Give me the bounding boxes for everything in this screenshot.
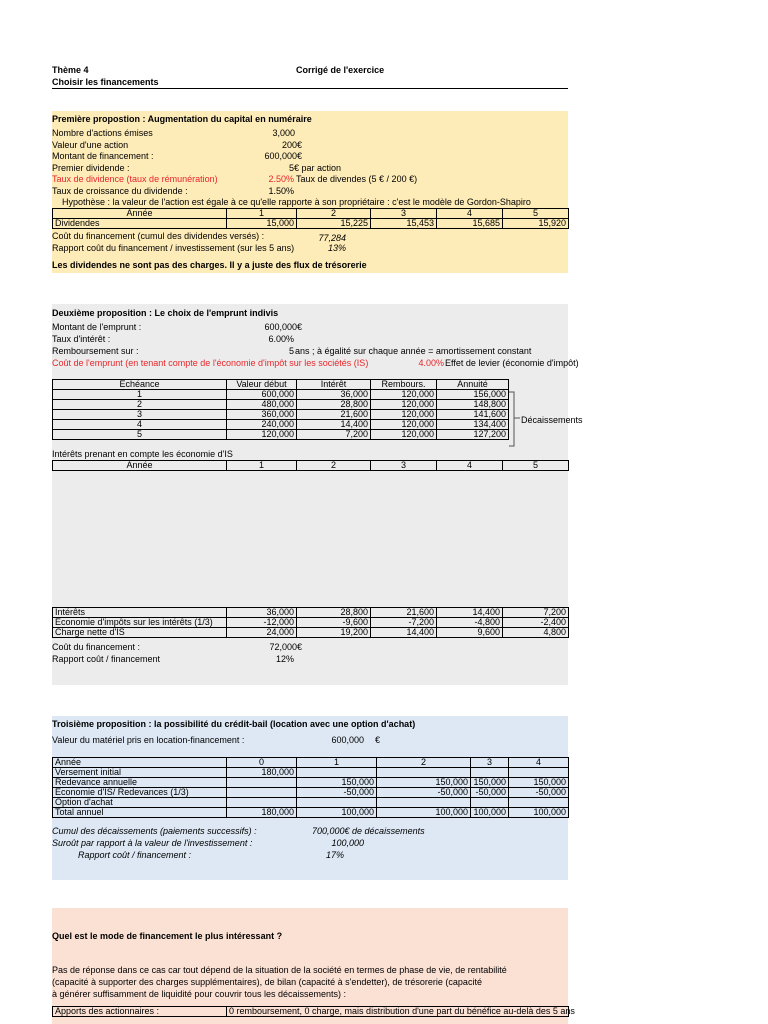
- value-cell: -12,000: [227, 618, 297, 628]
- value-cell: 4,800: [503, 628, 569, 638]
- value-cell: [377, 768, 471, 778]
- year-cell: 3: [371, 461, 437, 471]
- year-cell: 3: [471, 758, 509, 768]
- value-cell: [227, 778, 297, 788]
- value-cell: 7,200: [503, 608, 569, 618]
- value-cell: 100,000: [297, 808, 377, 818]
- value-cell: 28,800: [297, 608, 371, 618]
- column-header: Valeur début: [227, 380, 297, 390]
- value-cell: [297, 768, 377, 778]
- s2-row3-label: Remboursement sur :: [52, 346, 139, 356]
- dividends-label: Dividendes: [53, 219, 227, 229]
- s2-cost-label: Coût du financement :: [52, 642, 141, 652]
- year-cell: 1: [227, 461, 297, 471]
- value-cell: 14,400: [437, 608, 503, 618]
- table-row: [53, 390, 509, 400]
- s2-row3-note: ans ; à égalité sur chaque année = amortissement constant: [295, 346, 532, 356]
- interest-year-header: [52, 460, 569, 471]
- value-cell: [297, 798, 377, 808]
- year-cell: 5: [503, 209, 569, 219]
- row-value: 0 remboursement, 0 charge, mais distribution d'une part du bénéfice au-delà des 5 ans: [227, 1007, 569, 1017]
- s2-row1-label: Montant de l'emprunt :: [52, 322, 142, 332]
- schedule-cell: 120,000: [371, 420, 437, 430]
- s2-ratio-value: 12%: [275, 654, 294, 664]
- value-cell: [471, 768, 509, 778]
- row-label: Charge nette d'IS: [53, 628, 227, 638]
- s2-ratio-label: Rapport coût / financement: [52, 654, 161, 664]
- s1-cost-label: Coût du financement (cumul des dividendes versés) :: [52, 231, 265, 241]
- s2-row4-label: Coût de l'emprunt (en tenant compte de l'économie d'impôt sur les sociétés (IS): [52, 358, 369, 368]
- schedule-cell: 480,000: [227, 400, 297, 410]
- column-header: Rembours.: [371, 380, 437, 390]
- s2-row2-label: Taux d'intérêt :: [52, 334, 111, 344]
- value-cell: -50,000: [471, 788, 509, 798]
- value-cell: 180,000: [227, 808, 297, 818]
- s1-conclusion: Les dividendes ne sont pas des charges. Il y a juste des flux de trésorerie: [52, 260, 367, 270]
- value-cell: [377, 798, 471, 808]
- s4-question: Quel est le mode de financement le plus intéressant ?: [52, 931, 283, 941]
- schedule-cell: 134,400: [437, 420, 509, 430]
- table-row: [53, 808, 569, 818]
- row-label: Redevance annuelle: [53, 778, 227, 788]
- s3-cumul-value: 700,000€ de décaissements: [312, 826, 425, 836]
- schedule-cell: 360,000: [227, 410, 297, 420]
- s1-hypothesis: Hypothèse : la valeur de l'action est égale à ce qu'elle rapporte à son propriétaire : c'est le modèle de Gordon-Shapiro: [62, 197, 531, 207]
- s1-row1-value: 3,000: [272, 128, 295, 138]
- s1-row5-label: Taux de dividence (taux de rémunération): [52, 174, 218, 184]
- s1-cost-value: 77,284: [318, 233, 346, 243]
- year-cell: 2: [377, 758, 471, 768]
- dividend-cell: 15,453: [371, 219, 437, 229]
- value-cell: 36,000: [227, 608, 297, 618]
- s1-row2-value: 200€: [281, 140, 302, 150]
- table-row: [53, 380, 509, 390]
- s1-row4-value: 5€ par action: [289, 163, 342, 173]
- table-row: [53, 778, 569, 788]
- value-cell: [227, 788, 297, 798]
- s1-row2-label: Valeur d'une action: [52, 140, 129, 150]
- year-cell: 2: [297, 209, 371, 219]
- value-cell: [509, 798, 569, 808]
- s3-cumul-label: Cumul des décaissements (paiements successifs) :: [52, 826, 257, 836]
- section3-title: Troisième proposition : la possibilité du crédit-bail (location avec une option d'achat): [52, 719, 416, 729]
- row-label: Versement initial: [53, 768, 227, 778]
- table-row: [53, 758, 569, 768]
- value-cell: 100,000: [509, 808, 569, 818]
- schedule-cell: 120,000: [371, 410, 437, 420]
- schedule-cell: 120,000: [371, 390, 437, 400]
- table-row: [53, 430, 509, 440]
- schedule-cell: 28,800: [297, 400, 371, 410]
- year-header: Année: [53, 461, 227, 471]
- s1-row1-label: Nombre d'actions émises: [52, 128, 153, 138]
- schedule-cell: 120,000: [227, 430, 297, 440]
- table-row: [53, 410, 509, 420]
- value-cell: 150,000: [377, 778, 471, 788]
- schedule-cell: 148,800: [437, 400, 509, 410]
- schedule-cell: 120,000: [371, 400, 437, 410]
- column-header: Échéance: [53, 380, 227, 390]
- value-cell: -50,000: [297, 788, 377, 798]
- table-row: [53, 400, 509, 410]
- dividend-cell: 15,225: [297, 219, 371, 229]
- brace-label: Décaissements: [521, 415, 583, 425]
- s1-row3-value: 600,000€: [264, 151, 302, 161]
- row-label: Économie d'IS/ Redevances (1/3): [53, 788, 227, 798]
- value-cell: -4,800: [437, 618, 503, 628]
- value-cell: 180,000: [227, 768, 297, 778]
- year-header: Année: [53, 758, 227, 768]
- contributions-table: [52, 1006, 575, 1017]
- row-label: Économie d'impôts sur les intérêts (1/3): [53, 618, 227, 628]
- schedule-cell: 127,200: [437, 430, 509, 440]
- year-cell: 5: [503, 461, 569, 471]
- schedule-cell: 5: [53, 430, 227, 440]
- year-cell: 1: [227, 209, 297, 219]
- value-cell: 9,600: [437, 628, 503, 638]
- table-row: [53, 461, 569, 471]
- section1-title: Première propostion : Augmentation du capital en numéraire: [52, 114, 312, 124]
- table-row: [53, 768, 569, 778]
- year-cell: 0: [227, 758, 297, 768]
- dividend-cell: 15,920: [503, 219, 569, 229]
- table-row: [53, 219, 569, 229]
- s2-row4-value: 4.00%: [418, 358, 444, 368]
- year-cell: 4: [437, 209, 503, 219]
- s4-paragraph-line1: Pas de réponse dans ce cas car tout dépend de la situation de la société en termes de phase de vie, de rentabilité: [52, 965, 507, 975]
- value-cell: 150,000: [297, 778, 377, 788]
- header-divider: [52, 88, 568, 89]
- schedule-cell: 141,600: [437, 410, 509, 420]
- s2-interest-title: Intérêts prenant en compte les économie d'IS: [52, 449, 233, 459]
- s1-ratio-value: 13%: [327, 243, 346, 253]
- s1-row5-value: 2.50%: [268, 174, 294, 184]
- s2-cost-value: 72,000€: [269, 642, 302, 652]
- table-row: [53, 1007, 569, 1017]
- year-cell: 4: [437, 461, 503, 471]
- dividends-table: [52, 208, 569, 229]
- value-cell: 24,000: [227, 628, 297, 638]
- value-cell: -7,200: [371, 618, 437, 628]
- s2-row1-value: 600,000€: [264, 322, 302, 332]
- value-cell: 100,000: [471, 808, 509, 818]
- theme-subtitle: Choisir les financements: [52, 77, 159, 87]
- value-cell: [471, 798, 509, 808]
- loan-schedule-table: [52, 379, 509, 440]
- schedule-cell: 3: [53, 410, 227, 420]
- s4-paragraph-line2: (capacité à supporter des charges supplémentaires), de bilan (capacité à s'endetter), de trésorerie (capacité: [52, 977, 482, 987]
- row-label: Apports des actionnaires :: [53, 1007, 227, 1017]
- value-cell: 19,200: [297, 628, 371, 638]
- dividend-cell: 15,685: [437, 219, 503, 229]
- year-cell: 3: [371, 209, 437, 219]
- s1-row3-label: Montant de financement :: [52, 151, 154, 161]
- value-cell: 150,000: [509, 778, 569, 788]
- schedule-cell: 4: [53, 420, 227, 430]
- table-row: [53, 628, 569, 638]
- schedule-cell: 36,000: [297, 390, 371, 400]
- value-cell: 21,600: [371, 608, 437, 618]
- table-row: [53, 798, 569, 808]
- value-cell: [509, 768, 569, 778]
- s3-surcout-label: Suroût par rapport à la valeur de l'investissement :: [52, 838, 253, 848]
- schedule-cell: 240,000: [227, 420, 297, 430]
- s1-row5-note: Taux de divendes (5 € / 200 €): [296, 174, 418, 184]
- value-cell: -50,000: [377, 788, 471, 798]
- value-cell: 100,000: [377, 808, 471, 818]
- column-header: Annuité: [437, 380, 509, 390]
- row-label: Intérêts: [53, 608, 227, 618]
- s1-row4-label: Premier dividende :: [52, 163, 130, 173]
- s1-row6-label: Taux de croissance du dividende :: [52, 186, 188, 196]
- column-header: Intérêt: [297, 380, 371, 390]
- s2-row2-value: 6.00%: [268, 334, 294, 344]
- year-cell: 1: [297, 758, 377, 768]
- theme-label: Thème 4: [52, 65, 89, 75]
- value-cell: -9,600: [297, 618, 371, 628]
- value-cell: -2,400: [503, 618, 569, 628]
- s3-value-label: Valeur du matériel pris en location-financement :: [52, 735, 245, 745]
- s3-surcout-value: 100,000: [331, 838, 364, 848]
- s2-row3-value: 5: [288, 346, 294, 356]
- schedule-cell: 14,400: [297, 420, 371, 430]
- dividend-cell: 15,000: [227, 219, 297, 229]
- brace-icon: [508, 391, 522, 447]
- table-row: [53, 608, 569, 618]
- value-cell: 150,000: [471, 778, 509, 788]
- row-label: Total annuel: [53, 808, 227, 818]
- year-cell: 4: [509, 758, 569, 768]
- schedule-cell: 120,000: [371, 430, 437, 440]
- schedule-cell: 2: [53, 400, 227, 410]
- s3-ratio-value: 17%: [325, 850, 344, 860]
- value-cell: [227, 798, 297, 808]
- table-row: [53, 788, 569, 798]
- s3-ratio-label: Rapport coût / financement :: [78, 850, 192, 860]
- s3-value-unit: €: [375, 735, 381, 745]
- s1-row6-value: 1.50%: [268, 186, 294, 196]
- schedule-cell: 7,200: [297, 430, 371, 440]
- schedule-cell: 156,000: [437, 390, 509, 400]
- table-row: [53, 618, 569, 628]
- year-header: Année: [53, 209, 227, 219]
- leasing-table: [52, 757, 569, 818]
- schedule-cell: 21,600: [297, 410, 371, 420]
- schedule-cell: 600,000: [227, 390, 297, 400]
- value-cell: -50,000: [509, 788, 569, 798]
- s1-ratio-label: Rapport coût du financement / investissement (sur les 5 ans): [52, 243, 295, 253]
- s2-row4-note: Effet de levier (économie d'impôt): [445, 358, 579, 368]
- s3-value-amount: 600,000: [331, 735, 364, 745]
- section2-title: Deuxième proposition : Le choix de l'emprunt indivis: [52, 308, 279, 318]
- year-cell: 2: [297, 461, 371, 471]
- s4-paragraph-line3: à générer suffisamment de liquidité pour couvrir tous les décaissements) :: [52, 989, 346, 999]
- value-cell: 14,400: [371, 628, 437, 638]
- page-title: Corrigé de l'exercice: [296, 65, 385, 75]
- interest-table: [52, 607, 569, 638]
- table-row: [53, 209, 569, 219]
- table-row: [53, 420, 509, 430]
- row-label: Option d'achat: [53, 798, 227, 808]
- schedule-cell: 1: [53, 390, 227, 400]
